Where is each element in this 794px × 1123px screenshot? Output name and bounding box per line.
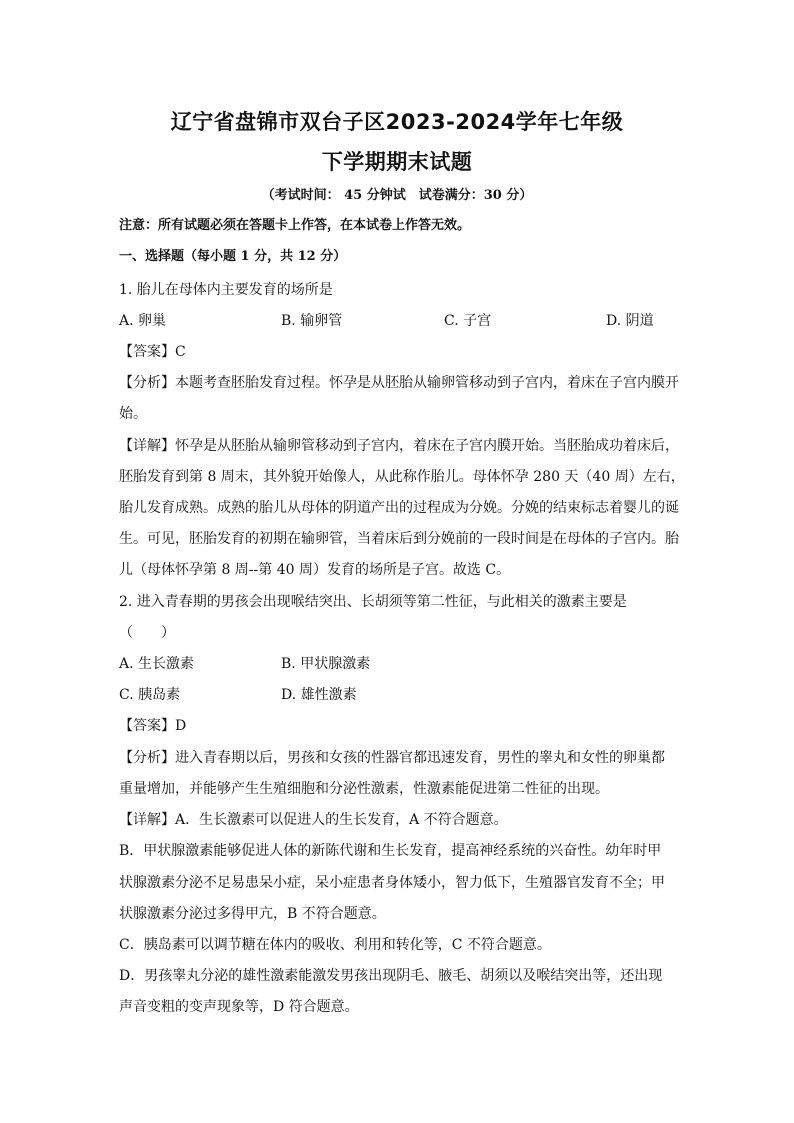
question-2-stem: 2. 进入青春期的男孩会出现喉结突出、长胡须等第二性征，与此相关的激素主要是 bbox=[119, 594, 627, 610]
question-1-analysis-line: 【分析】本题考查胚胎发育过程。怀孕是从胚胎从输卵管移动到子宫内，着床在子宫内膜开 bbox=[119, 375, 679, 391]
question-2-answer-blank: （ ） bbox=[119, 625, 175, 641]
question-2-analysis-line: 重量增加，并能够产生生殖细胞和分泌性激素，性激素能促进第二性征的出现。 bbox=[119, 781, 609, 797]
question-1-detail-line: 胚胎发育到第 8 周末，其外貌开始像人，从此称作胎儿。母体怀孕 280 天（40 周）左右， bbox=[119, 469, 685, 485]
question-2-detail-line: 状腺激素分泌过多得甲亢，B 不符合题意。 bbox=[119, 906, 386, 922]
section-heading: 一、选择题（每小题 1 分，共 12 分） bbox=[119, 249, 347, 264]
document-title-line2: 下学期期末试题 bbox=[321, 150, 473, 174]
question-2-option-c: C. 胰岛素 bbox=[119, 687, 181, 703]
question-1-answer: 【答案】C bbox=[119, 344, 186, 360]
question-1-option-c: C. 子宫 bbox=[444, 313, 492, 329]
question-2-detail-line: D．男孩睾丸分泌的雄性激素能激发男孩出现阴毛、腋毛、胡须以及喉结突出等，还出现 bbox=[119, 968, 663, 984]
question-2-detail-line: 声音变粗的变声现象等，D 符合题意。 bbox=[119, 999, 359, 1015]
question-2-detail-line: B．甲状腺激素能够促进人体的新陈代谢和生长发育，提高神经系统的兴奋性。幼年时甲 bbox=[119, 843, 662, 859]
question-1-detail-line: 【详解】怀孕是从胚胎从输卵管移动到子宫内，着床在子宫内膜开始。当胚胎成功着床后， bbox=[119, 438, 679, 454]
notice: 注意：所有试题必须在答题卡上作答，在本试卷上作答无效。 bbox=[119, 218, 471, 233]
question-2-answer: 【答案】D bbox=[119, 718, 187, 734]
question-1-stem: 1. 胎儿在母体内主要发育的场所是 bbox=[119, 282, 333, 298]
question-1-analysis-line: 始。 bbox=[119, 406, 147, 422]
question-1-option-d: D. 阴道 bbox=[606, 313, 654, 329]
question-1-option-a: A. 卵巢 bbox=[119, 313, 167, 329]
question-1-detail-line: 儿（母体怀孕第 8 周--第 40 周）发育的场所是子宫。故选 C。 bbox=[119, 562, 511, 578]
question-1-option-b: B. 输卵管 bbox=[281, 313, 343, 329]
question-2-detail-line: 【详解】A．生长激素可以促进人的生长发育，A 不符合题意。 bbox=[119, 812, 508, 828]
question-2-option-d: D. 雄性激素 bbox=[281, 687, 357, 703]
exam-info: （考试时间： 45 分钟试 试卷满分：30 分） bbox=[261, 188, 533, 203]
question-2-option-b: B. 甲状腺激素 bbox=[281, 656, 371, 672]
question-2-detail-line: 状腺激素分泌不足易患呆小症，呆小症患者身体矮小，智力低下，生殖器官发育不全；甲 bbox=[119, 875, 665, 891]
question-1-detail-line: 胎儿发育成熟。成熟的胎儿从母体的阴道产出的过程成为分娩。分娩的结束标志着婴儿的诞 bbox=[119, 500, 679, 516]
question-1-detail-line: 生。可见，胚胎发育的初期在输卵管，当着床后到分娩前的一段时间是在母体的子宫内。胎 bbox=[119, 531, 679, 547]
document-title-line1: 辽宁省盘锦市双台子区2023-2024学年七年级 bbox=[170, 110, 624, 134]
question-2-analysis-line: 【分析】进入青春期以后，男孩和女孩的性器官都迅速发育，男性的睾丸和女性的卵巢都 bbox=[119, 750, 665, 766]
question-2-option-a: A. 生长激素 bbox=[119, 656, 195, 672]
question-2-detail-line: C．胰岛素可以调节糖在体内的吸收、利用和转化等，C 不符合题意。 bbox=[119, 937, 551, 953]
